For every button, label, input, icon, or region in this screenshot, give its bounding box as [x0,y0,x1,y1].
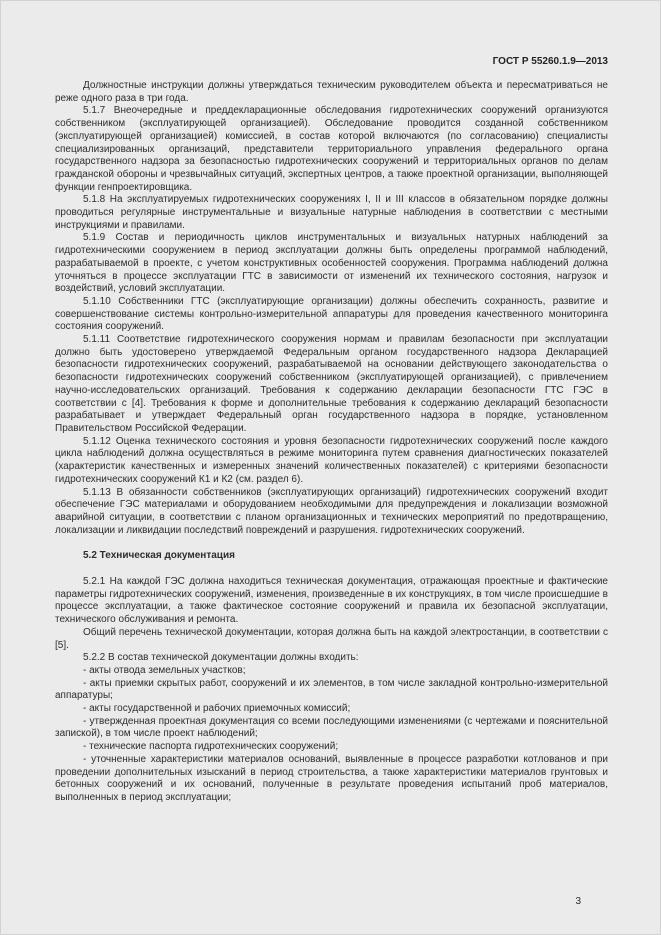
list-item: - уточненные характеристики материалов оснований, выявленные в процессе разработки котлованов и при проведении дополнительных изысканий в период строительства, а также характеристики материалов грунтовых и бетонных сооружений и их оснований, полученные в результате проведения испытаний проб материалов, выполненных в период эксплуатации; [55,753,608,803]
list-item: - технические паспорта гидротехнических сооружений; [83,741,339,753]
paragraph: 5.1.9 Состав и периодичность циклов инструментальных и визуальных натурных наблюдений за гидротехническими сооружением в период эксплуатации должны быть определены программой наблюдений, разрабатываемой в проекте, с учетом конструктивных особенностей сооружения. Программа наблюдений должна уточняться в процессе эксплуатации ГТС в зависимости от изменений их технического состояния, нагрузок и воздействий, условий эксплуатации. [55,232,608,295]
paragraph: 5.1.11 Соответствие гидротехнического сооружения нормам и правилам безопасности при эксплуатации должно быть удостоверено утверждаемой Федеральным органом государственного надзора Декларацией безопасности гидротехнических сооружений, разрабатываемой на основании действующего законодательства о безопасности гидротехнических сооружений собственником (эксплуатирующей организацией), с привлечением научно-исследовательских организаций. Требования к содержанию декларации безопасности ГТС ГЭС в соответствии с [4]. Требования к форме и дополнительные требования к содержанию деклараций безопасности разрабатывает и утверждает Федеральный орган государственного надзора в порядке, установленном Правительством Российской Федерации. [55,334,608,434]
paragraph: Общий перечень технической документации, которая должна быть на каждой электростанции, в соответствии с [5]. [55,626,608,651]
page-number: 3 [575,896,581,907]
list-item: - акты приемки скрытых работ, сооружений и их элементов, в том числе закладной контрольно-измерительной аппаратуры; [55,677,608,702]
list-item: - утвержденная проектная документация со всеми последующими изменениями (с чертежами и пояснительной запиской), в том числе проект наблюдений; [55,715,608,740]
section-heading: 5.2 Техническая документация [83,550,235,562]
paragraph: 5.1.8 На эксплуатируемых гидротехнических сооружениях I, II и III классов в обязательном порядке должны проводиться регулярные инструментальные и визуальные натурные наблюдения в соответствии с местными инструкциями и правилами. [55,194,608,231]
paragraph: 5.2.1 На каждой ГЭС должна находиться техническая документация, отражающая проектные и фактические параметры гидротехнических сооружений, изменения, произведенные в их конструкциях, в том числе происшедшие в процессе эксплуатации, а также фактическое состояние сооружений и правила их безопасной эксплуатации, технического обслуживания и ремонта. [55,576,608,626]
paragraph: 5.1.13 В обязанности собственников (эксплуатирующих организаций) гидротехнических сооружений входит обеспечение ГЭС материалами и оборудованием необходимыми для предупреждения и локализации возможной аварийной ситуации, в соответствии с планом организационных и технических мероприятий по предотвращению, локализации и ликвидации последствий повреждений и разрушения. гидротехнических сооружений. [55,486,608,536]
standard-number: ГОСТ Р 55260.1.9—2013 [492,56,608,67]
paragraph: 5.1.12 Оценка технического состояния и уровня безопасности гидротехнических сооружений после каждого цикла наблюдений должна осуществляться в режиме мониторинга путем сравнения диагностических показателей (характеристик качественных и измеренных значений количественных показателей) с критериями безопасности гидротехнических сооружений К1 и К2 (см. раздел 6). [55,435,608,485]
list-item: - акты государственной и рабочих приемочных комиссий; [83,703,351,715]
list-item: - акты отвода земельных участков; [83,664,246,676]
paragraph: Должностные инструкции должны утверждаться техническим руководителем объекта и пересматриваться не реже одного раза в три года. [55,80,608,104]
paragraph: 5.2.2 В состав технической документации должны входить: [83,652,359,664]
paragraph: 5.1.10 Собственники ГТС (эксплуатирующие организации) должны обеспечить сохранность, развитие и совершенствование системы контрольно-измерительной аппаратуры для проведения качественного мониторинга состояния сооружений. [55,295,608,333]
paragraph: 5.1.7 Внеочередные и преддекларационные обследования гидротехнических сооружений организуются собственником (эксплуатирующей организацией). Обследование проводится созданной собственником (эксплуатирующей организацией) комиссией, в состав которой включаются (по согласованию) специалисты специализированных организаций, представители территориального управления федерального органа государственного надзора за безопасностью гидротехнических сооружений и территориальных органов по делам гражданской обороны и чрезвычайных ситуаций, экспертных центров, а также проектной организации, выполняющей функции генпроектировщика. [55,105,608,193]
document-body [55,80,608,805]
